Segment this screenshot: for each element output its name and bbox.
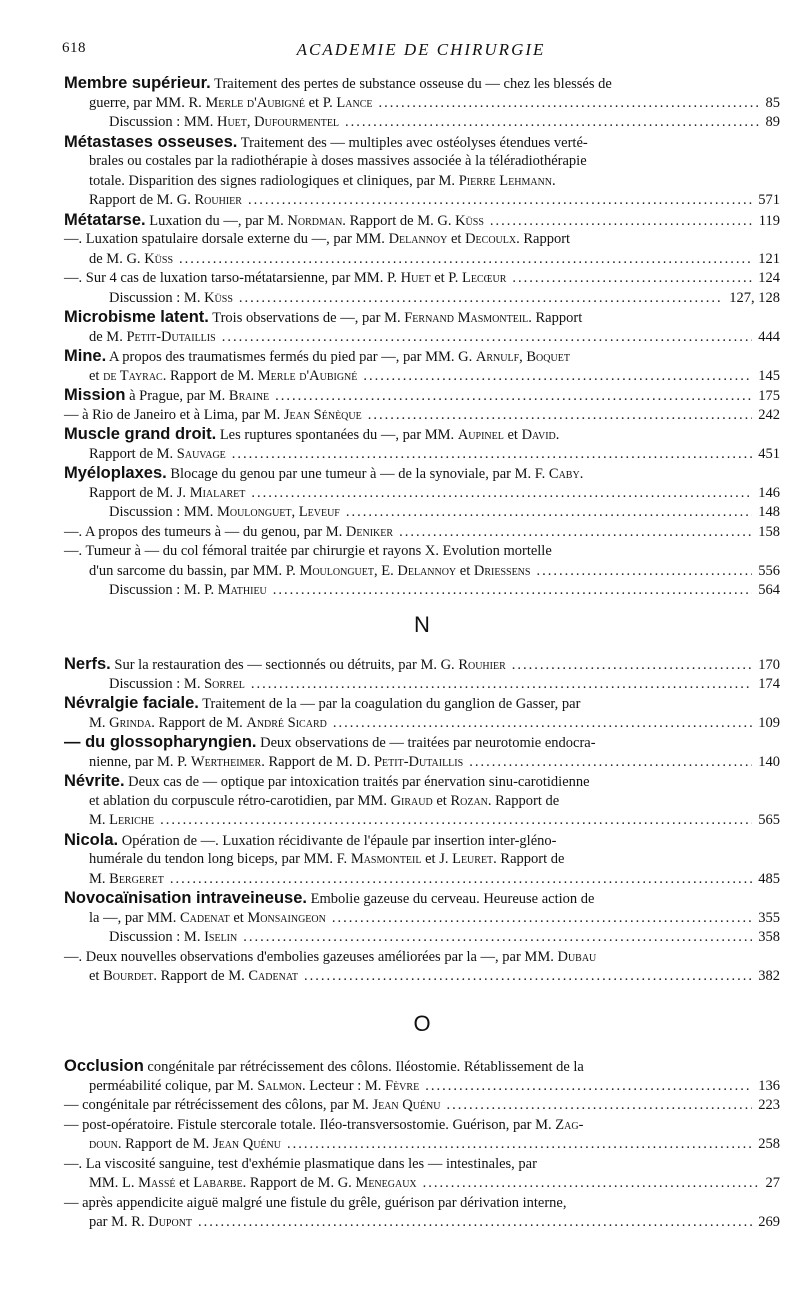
section-letter-o: O [413,1011,431,1036]
index-entry-line: Nicola. Opération de —. Luxation récidivante de l'épaule par insertion inter-gléno- [64,830,557,849]
index-entry-line: Myéloplaxes. Blocage du genou par une tumeur à — de la synoviale, par M. F. Caby. [64,464,584,482]
page-ref: 564 [758,582,780,598]
page-ref: 109 [758,714,780,731]
page-ref: 127, 128 [729,289,780,306]
dot-leader [243,928,752,948]
index-entry-line: MM. L. Massé et Labarbe. Rapport de M. G. Menegaux ..... 27 [64,1174,780,1194]
index-entry-line: — après appendicite aiguë malgré une fistule du grêle, guérison par dérivation interne, [64,1194,567,1211]
index-entry-line: totale. Disparition des signes radiologiques et cliniques, par M. Pierre Lehmann. [89,172,556,189]
page-ref: 258 [758,1136,780,1152]
index-entry-line: humérale du tendon long biceps, par MM. F. Masmonteil et J. Leuret. Rapport de [89,851,565,867]
index-entry-line: de M. G. Küss ..... 121 [64,250,780,270]
index-entry-line: d'un sarcome du bassin, par MM. P. Moulonguet, E. Delannoy et Driessens ..... 556 [64,562,780,582]
index-entry-line: —. Sur 4 cas de luxation tarso-métatarsienne, par MM. P. Huet et P. Lecœur ..... 124 [64,269,780,289]
dot-leader [160,811,752,831]
entry-keyword: Névrite. [64,772,125,790]
dot-leader [333,714,752,734]
page-ref: 565 [758,812,780,828]
dot-leader [273,581,752,601]
dot-leader [469,753,752,773]
index-entry-line: de M. Petit-Dutaillis ..... 444 [64,328,780,348]
index-entry-line: — congénitale par rétrécissement des côlons, par M. Jean Quénu ..... 223 [64,1096,780,1116]
dot-leader [179,250,752,270]
entry-keyword: Névralgie faciale. [64,694,199,712]
index-entry-line: Rapport de M. J. Mialaret ..... 146 [64,484,780,504]
page-ref: 121 [758,250,780,267]
page-ref: 148 [758,504,780,520]
dot-leader [425,1077,752,1097]
index-entry-line: Névralgie faciale. Traitement de la — par la coagulation du ganglion de Gasser, par [64,694,581,712]
page-number: 618 [62,40,86,56]
index-entry-line: — post-opératoire. Fistule stercorale totale. Iléo-transversostomie. Guérison, par M. Zag- [64,1116,584,1133]
page-ref: 145 [758,367,780,384]
dot-leader [345,113,759,133]
dot-leader [512,269,752,289]
page-ref: 485 [758,870,780,887]
dot-leader [447,1096,753,1116]
dot-leader [248,191,752,211]
entry-keyword: Occlusion [64,1057,144,1075]
journal-title: ACADEMIE DE CHIRURGIE [296,40,546,59]
index-entry-line: —. Tumeur à — du col fémoral traitée par chirurgie et rayons X. Evolution mortelle [64,543,552,559]
page-ref: 571 [758,192,780,208]
index-entry-line: Mine. A propos des traumatismes fermés du pied par —, par MM. G. Arnulf, Boquet [64,347,570,365]
index-entry-line: Occlusion congénitale par rétrécissement des côlons. Iléostomie. Rétablissement de la [64,1057,584,1075]
entry-keyword: Nerfs. [64,655,111,673]
dot-leader [363,367,752,387]
page-ref: 89 [765,114,780,130]
page-ref: 242 [758,406,780,423]
index-entry-line: —. A propos des tumeurs à — du genou, par M. Deniker ..... 158 [64,523,780,543]
index-entry-line: M. Grinda. Rapport de M. André Sicard ..... 109 [64,714,780,734]
index-entry-line: et de Tayrac. Rapport de M. Merle d'Aubigné ..... 145 [64,367,780,387]
index-entry-line: et ablation du corpuscule rétro-carotidien, par MM. Giraud et Rozan. Rapport de [89,792,560,809]
page-ref: 223 [758,1097,780,1113]
entry-keyword: Novocaïnisation intraveineuse. [64,889,307,907]
index-entry-line: M. Leriche ..... 565 [64,811,780,831]
dot-leader [346,503,752,523]
dot-leader [232,445,752,465]
dot-leader [423,1174,760,1194]
index-entry-line: —. Deux nouvelles observations d'embolies gazeuses améliorées par la —, par MM. Dubau [64,948,597,965]
index-entry-line: Discussion : M. Sorrel ..... 174 [64,675,780,695]
section-n-entries [64,655,780,987]
section-m-entries [64,74,780,1230]
page-ref: 382 [758,968,780,984]
index-entry-line: Discussion : M. Iselin ..... 358 [64,928,780,948]
dot-leader [512,656,752,676]
index-entry-line: Discussion : MM. Moulonguet, Leveuf ..... 148 [64,503,780,523]
index-entry-line: — du glossopharyngien. Deux observations de — traitées par neurotomie endocra- [64,733,596,751]
index-entry-line: par M. R. Dupont ..... 269 [64,1213,780,1233]
index-entry-line: Névrite. Deux cas de — optique par intoxication traités par énervation sinu-carotidienne [64,772,590,790]
index-entry-line: —. Luxation spatulaire dorsale externe du —, par MM. Delannoy et Decoulx. Rapport [64,231,571,247]
page-ref: 119 [758,212,780,229]
page-ref: 174 [758,675,780,692]
page-ref: 175 [758,388,780,404]
page-ref: 146 [758,484,780,501]
dot-leader [198,1213,752,1233]
dot-leader [170,870,752,890]
entry-keyword: Membre supérieur. [64,74,211,92]
index-entry-line: Discussion : M. P. Mathieu ..... 564 [64,581,780,601]
index-entry-line: Membre supérieur. Traitement des pertes de substance osseuse du — chez les blessés de [64,74,612,92]
entry-keyword: Métastases osseuses. [64,132,238,151]
page-ref: 269 [758,1214,780,1230]
entry-keyword: Nicola. [64,830,119,849]
entry-keyword: Myéloplaxes. [64,464,167,482]
index-entry-line: brales ou costales par la radiothérapie à doses massives associée à la téléradiothérapie [89,153,587,169]
page-ref: 358 [758,929,780,945]
index-entry-line: Nerfs. Sur la restauration des — sectionnés ou détruits, par M. G. Rouhier ..... 170 [64,655,780,675]
page-ref: 124 [758,270,780,286]
dot-leader [490,212,753,232]
dot-leader [399,523,752,543]
page-ref: 556 [758,562,780,579]
index-entry-line: et Bourdet. Rapport de M. Cadenat ..... 382 [64,967,780,987]
index-entry-line: nienne, par M. P. Wertheimer. Rapport de M. D. Petit-Dutaillis ..... 140 [64,753,780,773]
dot-leader [275,387,752,407]
dot-leader [332,909,752,929]
dot-leader [239,289,723,309]
page-ref: 355 [758,909,780,926]
dot-leader [287,1135,752,1155]
index-entry-line: M. Bergeret ..... 485 [64,870,780,890]
entry-keyword: Mine. [64,347,107,365]
index-entry-line: Microbisme latent. Trois observations de —, par M. Fernand Masmonteil. Rapport [64,308,583,326]
page-ref: 136 [758,1077,780,1094]
index-entry-line: Métatarse. Luxation du —, par M. Nordman. Rapport de M. G. Küss ..... 119 [64,211,780,231]
page-ref: 140 [758,753,780,770]
dot-leader [379,94,760,114]
index-entry-line: Rapport de M. Sauvage ..... 451 [64,445,780,465]
page-ref: 27 [765,1175,780,1191]
index-entry-line: Métastases osseuses. Traitement des — multiples avec ostéolyses étendues verté- [64,132,588,151]
index-entry-line: Mission à Prague, par M. Braine ..... 175 [64,386,780,406]
index-entry-line: Novocaïnisation intraveineuse. Embolie gazeuse du cerveau. Heureuse action de [64,889,595,907]
entry-keyword: Mission [64,386,126,404]
page-ref: 170 [758,657,780,673]
index-entry-line: — à Rio de Janeiro et à Lima, par M. Jean Sénèque ..... 242 [64,406,780,426]
section-o-entries [64,1057,780,1233]
page-ref: 451 [758,445,780,462]
entry-keyword: — du glossopharyngien. [64,733,257,751]
dot-leader [222,328,753,348]
index-entry-line: Rapport de M. G. Rouhier ..... 571 [64,191,780,211]
index-entry-line: perméabilité colique, par M. Salmon. Lecteur : M. Fèvre ..... 136 [64,1077,780,1097]
index-entry-line: —. La viscosité sanguine, test d'exhémie plasmatique dans les — intestinales, par [64,1155,537,1172]
entry-keyword: Métatarse. [64,210,146,229]
running-head [62,40,780,60]
dot-leader [251,675,752,695]
dot-leader [368,406,753,426]
index-entry-line: Muscle grand droit. Les ruptures spontanées du —, par MM. Aupinel et David. [64,425,560,443]
dot-leader [536,562,752,582]
page-ref: 444 [758,328,780,345]
index-entry-line: doun. Rapport de M. Jean Quénu ..... 258 [64,1135,780,1155]
dot-leader [304,967,752,987]
page-ref: 85 [765,94,780,111]
entry-keyword: Microbisme latent. [64,308,209,326]
index-entry-line: Discussion : MM. Huet, Dufourmentel ..... 89 [64,113,780,133]
dot-leader [251,484,752,504]
index-entry-line: guerre, par MM. R. Merle d'Aubigné et P. Lance ..... 85 [64,94,780,114]
page-ref: 158 [758,523,780,540]
index-entry-line: Discussion : M. Küss ..... 127, 128 [64,289,780,309]
section-letter-n: N [414,612,430,637]
entry-keyword: Muscle grand droit. [64,425,217,443]
index-entry-line: la —, par MM. Cadenat et Monsaingeon ..... 355 [64,909,780,929]
